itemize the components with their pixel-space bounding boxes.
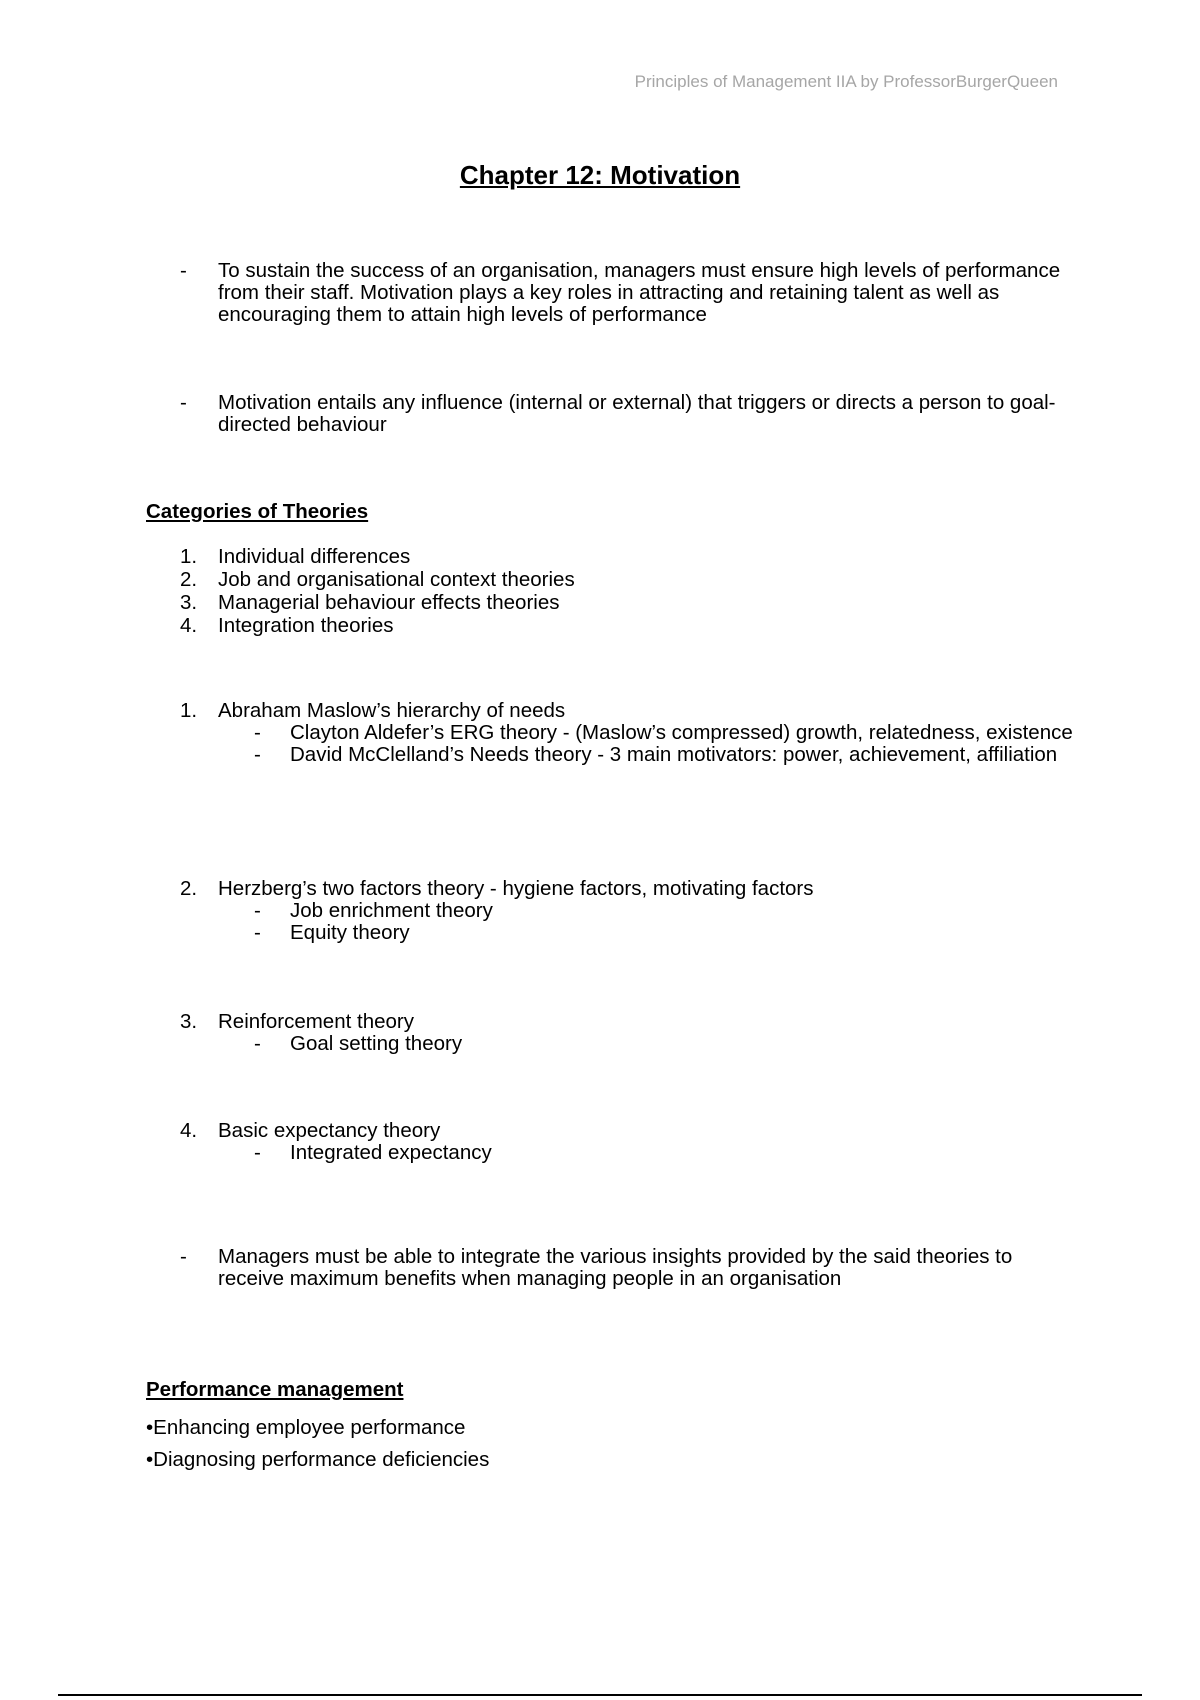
dash-mark: - [180,391,187,414]
theory-block-3 [180,1011,1080,1055]
theory-number: 4. [180,1119,198,1142]
page-header: Principles of Management IIA by ProfessorBurgerQueen [634,72,1058,91]
theory-block-1 [180,700,1080,766]
theory-title: Reinforcement theory [218,1010,414,1033]
performance-bullet-2: •Diagnosing performance deficiencies [146,1448,490,1471]
dash-mark: - [254,721,261,744]
intro-paragraph-2 [180,392,1080,436]
list-number: 3. [180,591,198,614]
sub-text: Job enrichment theory [290,899,493,922]
sub-text: David McClelland’s Needs theory - 3 main motivators: power, achievement, affiliation [290,743,1058,766]
sub-item [254,900,1080,922]
performance-bullet-1: •Enhancing employee performance [146,1416,466,1439]
theory-title: Herzberg’s two factors theory - hygiene factors, motivating factors [218,877,814,900]
theory-heading [180,1011,1080,1033]
theory-title: Abraham Maslow’s hierarchy of needs [218,699,566,722]
sub-item [254,744,1080,766]
theory-number: 1. [180,699,198,722]
sub-item [254,722,1080,744]
categories-list [180,545,575,637]
list-text: Integration theories [218,614,394,637]
intro-text-2: Motivation entails any influence (internal or external) that triggers or directs a person to goal-directed behaviour [218,391,1056,436]
sub-text: Goal setting theory [290,1032,463,1055]
intro-paragraph-1 [180,260,1080,326]
list-text: Managerial behaviour effects theories [218,591,560,614]
sub-item [254,1033,1080,1055]
performance-heading: Performance management [146,1378,404,1401]
theory-heading [180,1120,1080,1142]
intro-text-1: To sustain the success of an organisation, managers must ensure high levels of performance from their staff. Motivation plays a key roles in attracting and retaining talent as well as encouraging them to attain high levels of performance [218,259,1061,326]
conclusion-text: Managers must be able to integrate the various insights provided by the said theories to receive maximum benefits when managing people in an organisation [218,1245,1013,1290]
categories-heading: Categories of Theories [146,500,369,523]
list-item [180,614,575,637]
theory-number: 2. [180,877,198,900]
sub-item [254,922,1080,944]
list-number: 4. [180,614,198,637]
theory-heading [180,700,1080,722]
dash-mark: - [254,743,261,766]
page-title: Chapter 12: Motivation [459,160,741,190]
sub-text: Clayton Aldefer’s ERG theory - (Maslow’s compressed) growth, relatedness, existence [290,721,1073,744]
footer-rule [58,1694,1142,1696]
list-text: Job and organisational context theories [218,568,575,591]
theory-block-4 [180,1120,1080,1164]
dash-mark: - [180,1245,187,1268]
list-number: 2. [180,568,198,591]
list-item [180,568,575,591]
sub-text: Equity theory [290,921,410,944]
theory-number: 3. [180,1010,198,1033]
dash-mark: - [254,899,261,922]
theory-title: Basic expectancy theory [218,1119,441,1142]
dash-mark: - [254,1141,261,1164]
sub-item [254,1142,1080,1164]
dash-mark: - [180,259,187,282]
dash-mark: - [254,1032,261,1055]
list-number: 1. [180,545,198,568]
list-item [180,545,575,568]
sub-text: Integrated expectancy [290,1141,492,1164]
dash-mark: - [254,921,261,944]
list-item [180,591,575,614]
theory-heading [180,878,1080,900]
theory-block-2 [180,878,1080,944]
conclusion-paragraph [180,1246,1080,1290]
list-text: Individual differences [218,545,411,568]
